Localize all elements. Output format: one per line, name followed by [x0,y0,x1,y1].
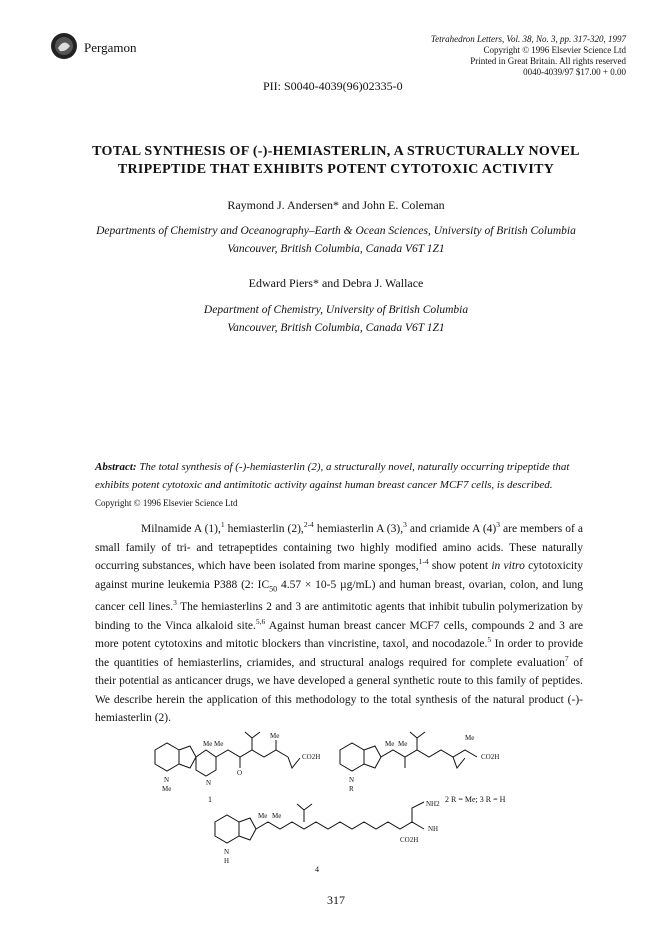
body-text-span: show potent [428,560,492,572]
reference-superscript: 5,6 [255,616,266,626]
hydrogen-label: H [224,857,230,865]
authors-group-1: Raymond J. Andersen* and John E. Coleman [227,198,445,212]
methyl-label: Me [270,732,280,740]
copyright-line: Copyright © 1996 Elsevier Science Ltd [483,45,626,55]
body-text-span: In order to provide the quantities of hemiasterlins, criamides, and structural analogs required for complete evaluation [95,638,584,669]
pii-identifier: PII: S0040-4039(96)02335-0 [263,79,403,93]
methyl-label: Me [258,812,268,820]
methyl-label: Me [398,740,408,748]
body-text-span: 4.57 × 10-5 µg/mL) and human breast, ovarian, colon, and lung cancer cell lines. [95,578,583,614]
compound-2-3-label: 2 R = Me; 3 R = H [445,795,506,804]
pergamon-logo-icon [50,32,78,60]
body-text-span: hemiasterlin (2), [224,523,304,535]
amine-label: NH [428,825,439,833]
methyl-label: Me [162,785,172,793]
abstract-copyright: Copyright © 1996 Elsevier Science Ltd [95,498,238,508]
abstract-label: Abstract: [95,461,137,473]
abstract-text: The total synthesis of (-)-hemiasterlin (2), a structurally novel, naturally occurring tripeptide that exhibits potent cytotoxic and antimitotic activity against human breast cancer MCF7 cells, is described. [95,461,570,491]
carboxyl-label: CO2H [481,753,500,761]
methyl-label: Me [203,740,213,748]
price-line: 0040-4039/97 $17.00 + 0.00 [523,67,626,77]
body-text-span: Milnamide A (1), [141,523,221,535]
authors-group-2: Edward Piers* and Debra J. Wallace [248,276,424,290]
carboxyl-label: CO2H [302,753,321,761]
body-italic: in vitro [491,560,525,572]
body-text-span: of their potential as anticancer drugs, we have developed a general synthetic route to this family of peptides. We describe herein the application of this methodology to the total synthesis of the natural product (-)-hemiasterlin (2). [95,656,583,725]
methyl-label: Me [465,734,475,742]
structure-compound-4 [215,800,440,874]
intro-paragraph [95,520,583,728]
structure-compound-2-3 [340,732,506,804]
body-text-span: cytotoxicity against murine leukemia P388 (2: IC [95,560,584,591]
title-line-2: TRIPEPTIDE THAT EXHIBITS POTENT CYTOTOXIC ACTIVITY [117,162,555,177]
body-text-span: are members of a small family of tri- and tetrapeptides containing two highly modified amino acids. These naturally occurring substances, which have been isolated from marine sponges, [95,523,583,572]
methyl-label: Me [214,740,224,748]
structure-compound-1 [155,732,320,804]
body-text-span: The hemiasterlins 2 and 3 are antimitotic agents that inhibit tubulin polymerization by binding to the Vinca alkaloid site. [95,601,583,632]
abstract [95,458,579,512]
affiliation-1-line-1: Departments of Chemistry and Oceanography–Earth & Ocean Sciences, University of British Columbia [96,225,576,237]
title-line-1: TOTAL SYNTHESIS OF (-)-HEMIASTERLIN, A STRUCTURALLY NOVEL [92,144,580,159]
compound-1-label: 1 [208,795,212,804]
reference-superscript: 1 [220,520,225,530]
methyl-label: Me [272,812,282,820]
oxygen-label: O [237,769,243,777]
affiliation-1 [0,222,672,258]
r-group-label: R [349,785,354,793]
carboxyl-label: CO2H [400,836,419,844]
compound-4-label: 4 [315,865,319,874]
chemical-structures-scheme [150,728,530,878]
reference-superscript: 3 [496,520,500,530]
journal-citation: Tetrahedron Letters, Vol. 38, No. 3, pp. 317-320, 1997 [430,34,626,44]
reference-superscript: 1-4 [418,557,429,567]
body-text-span: and criamide A (4) [406,523,497,535]
reference-superscript: 3 [403,520,407,530]
reference-superscript: 7 [564,653,569,663]
subscript: 50 [269,583,278,593]
methyl-label: Me [385,740,395,748]
publisher-name: Pergamon [84,40,137,55]
page-number: 317 [327,893,345,907]
nitrogen-label: N [349,776,355,784]
journal-info [431,34,626,78]
nitrogen-label: N [164,776,170,784]
body-text-span: hemiasterlin A (3), [313,523,404,535]
body-text-span: Against human breast cancer MCF7 cells, compounds 2 and 3 are more potent cytotoxins and mitotic blockers than vincristine, taxol, and nocodazole. [95,619,583,651]
amine-label: NH2 [426,800,440,808]
reference-superscript: 2-4 [303,520,314,530]
nitrogen-label: N [206,779,212,787]
affiliation-2 [0,301,672,337]
paper-title [40,143,632,179]
reference-superscript: 3 [173,598,177,608]
affiliation-2-line-2: Vancouver, British Columbia, Canada V6T 1Z1 [227,322,445,334]
printed-line: Printed in Great Britain. All rights reserved [470,56,626,66]
reference-superscript: 5 [487,635,492,645]
affiliation-2-line-1: Department of Chemistry, University of British Columbia [203,304,469,316]
body-paragraph [95,520,583,728]
affiliation-1-line-2: Vancouver, British Columbia, Canada V6T 1Z1 [227,243,445,255]
nitrogen-label: N [224,848,230,856]
